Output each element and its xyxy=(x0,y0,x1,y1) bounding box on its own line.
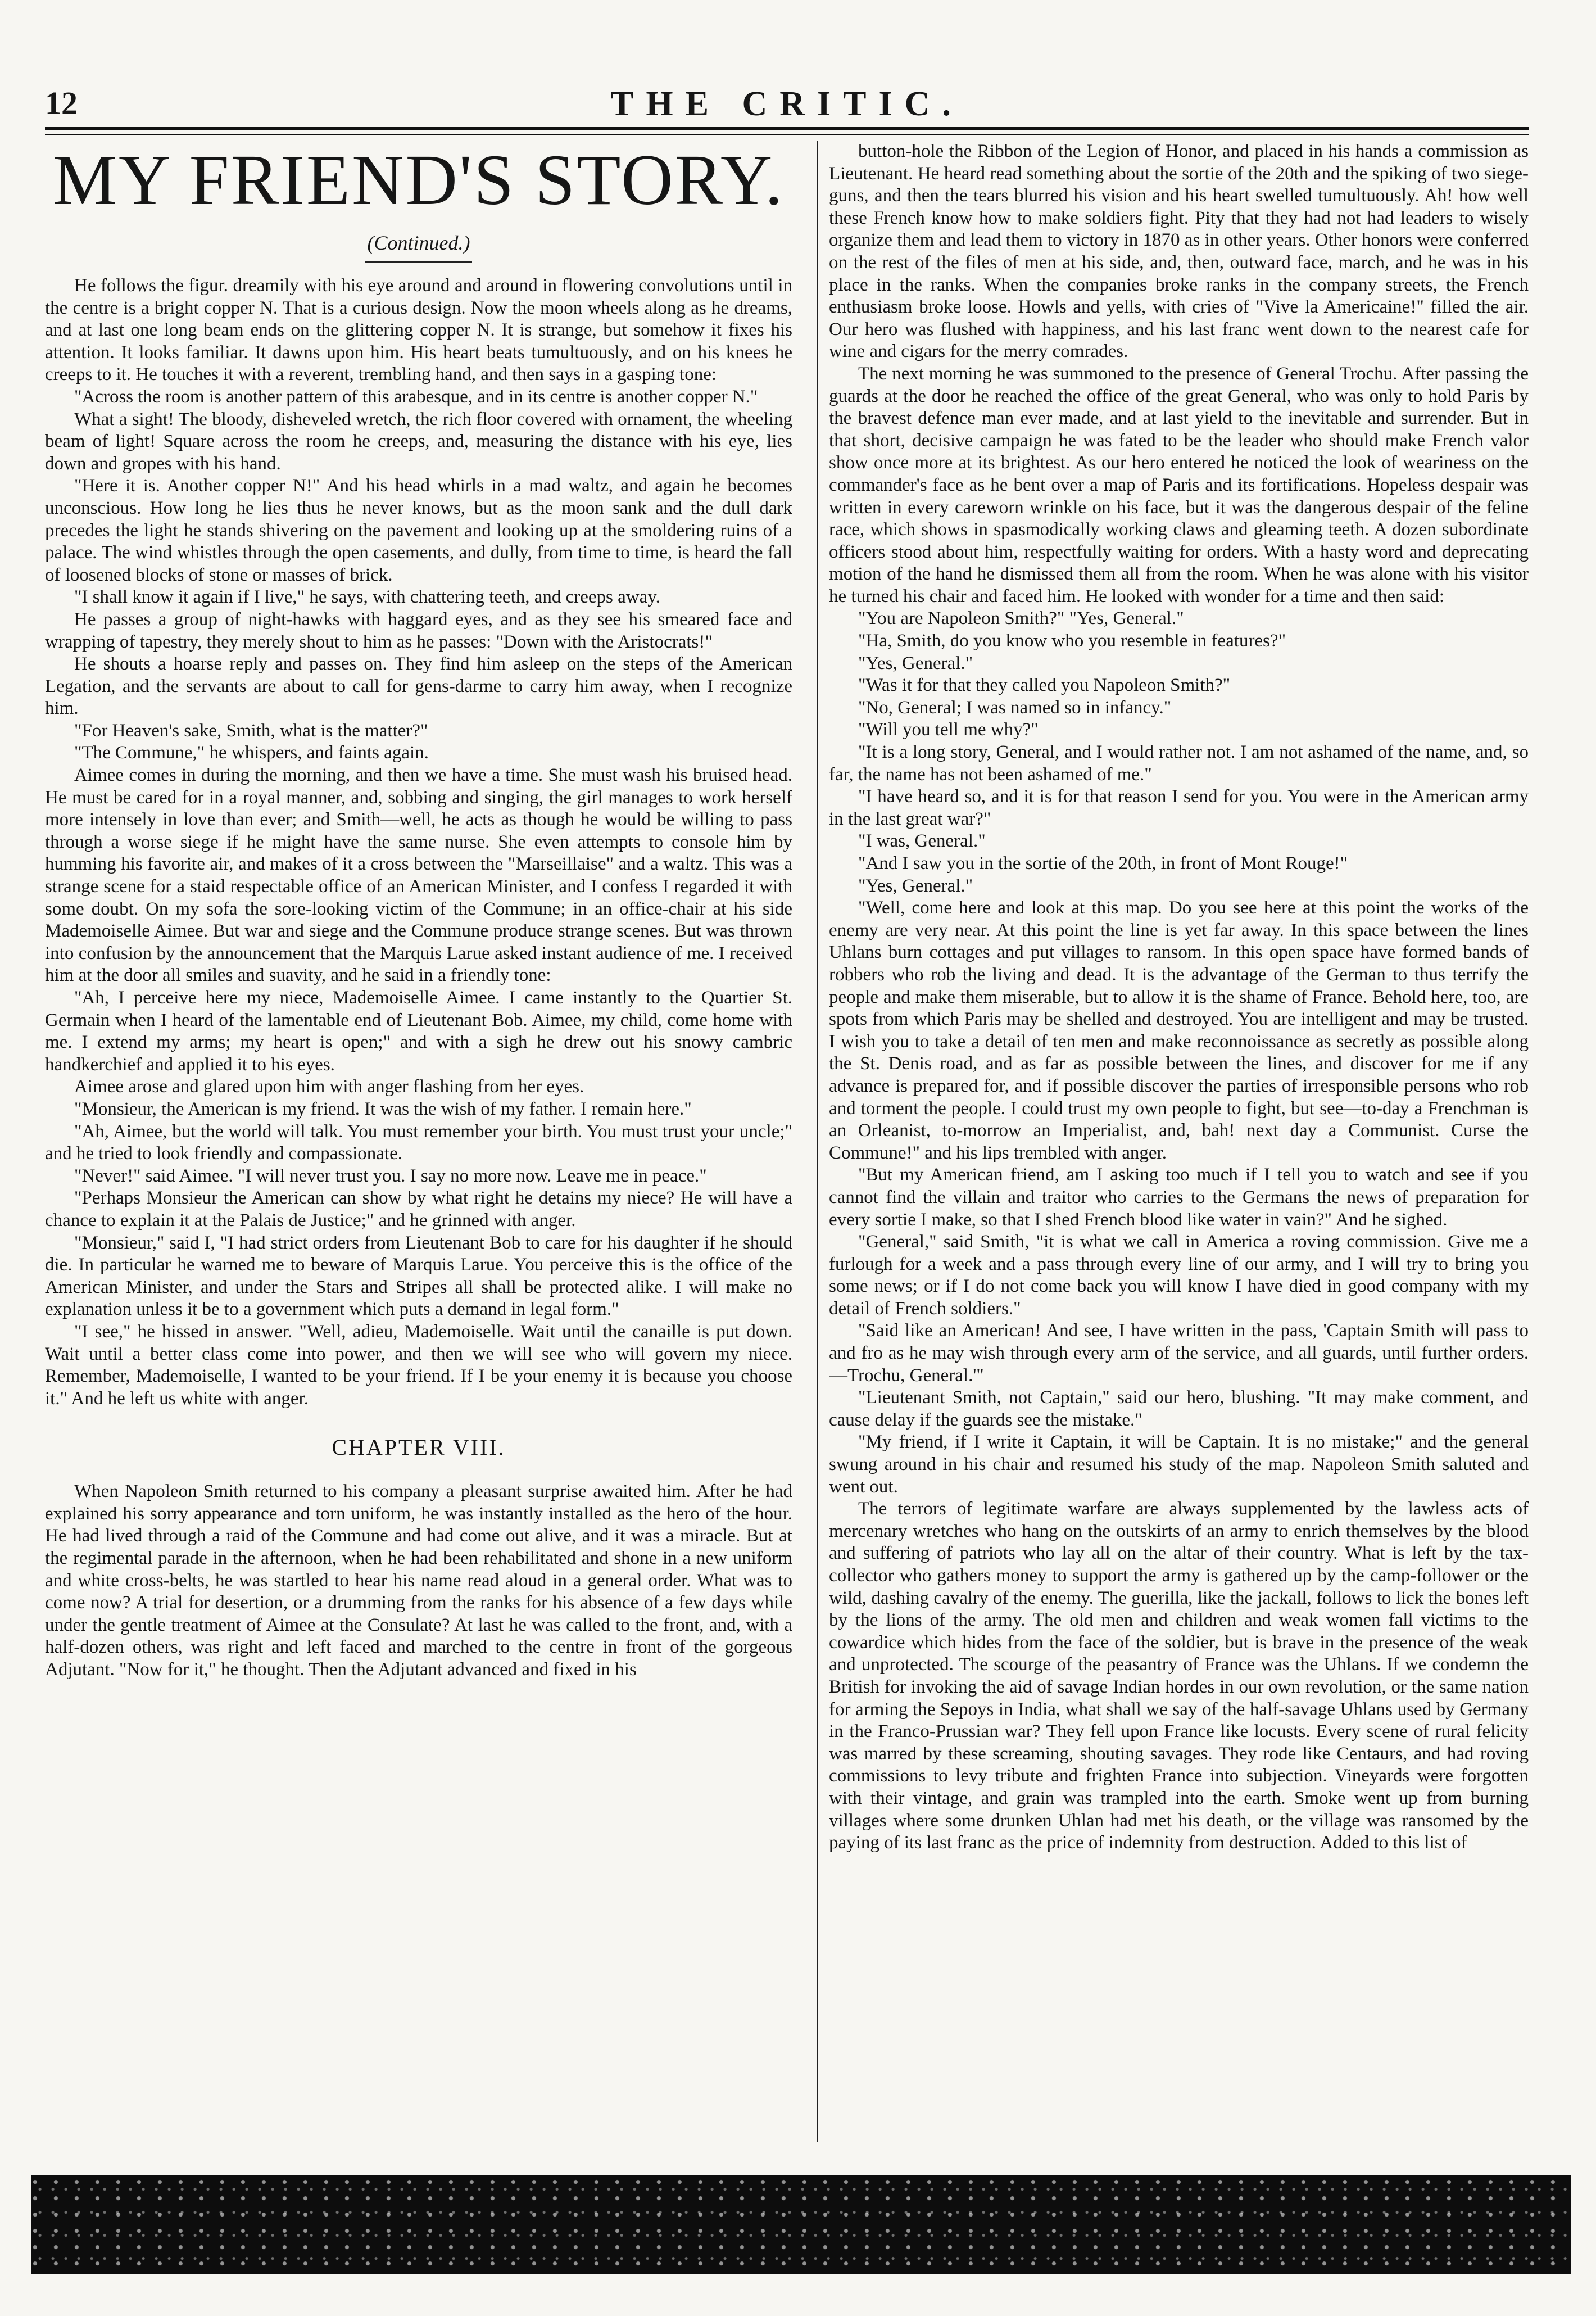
header-rule xyxy=(45,127,1529,130)
paragraph: "I was, General." xyxy=(858,831,986,852)
left-text xyxy=(45,275,792,1410)
paragraph: "And I saw you in the sortie of the 20th, in front of Mont Rouge!" xyxy=(858,853,1348,874)
paragraph: "The Commune," he whispers, and faints again. xyxy=(74,743,429,763)
paragraph: "I shall know it again if I live," he says, with chattering teeth, and creeps away. xyxy=(74,587,660,608)
paragraph: "Never!" said Aimee. "I will never trust you. I say no more now. Leave me in peace." xyxy=(74,1165,707,1186)
chapter-heading: CHAPTER VIII. xyxy=(332,1435,506,1460)
paragraph: When Napoleon Smith returned to his company a pleasant surprise awaited him. After he had explained his sorry appearance and torn uniform, he was instantly installed as the hero of the hour. He had lived through a raid of the Commune and had come out alive, and it was a miracle. But at the regimental parade in the afternoon, when he had been rehabilitated and shone in a new uniform and white cross-belts, he was startled to hear his name read aloud in a general order. What was to come now? A trial for desertion, or a drumming from the ranks for his absence of a few days while under the gentle treatment of Aimee at the Consulate? At last he was called to the front, and, with a half-dozen others, was right and left faced and marched to the centre in front of the gorgeous Adjutant. "Now for it," he thought. Then the Adjutant advanced and fixed in his xyxy=(45,1481,792,1680)
paragraph: "Well, come here and look at this map. Do you see here at this point the works of the enemy are very near. At this point the line is yet far away. In this space between the lines Uhlans burn cottages and put villages to ransom. In this open space have formed bands of robbers who rob the living and dead. It is the advantage of the German to thus terrify the people and make them miserable, but to allow it is the shame of France. Behold here, too, are spots from which Paris may be shelled and destroyed. You are intelligent and may be trusted. I wish you to take a detail of ten men and make reconnoissance as secretly as possible along the St. Denis road, and as far as possible between the lines, and discover for me if any advance is prepared for, and if possible discover the parties of irresponsible persons who rob and torment the people. I could trust my own people to fight, but see—to-day a Frenchman is an Orleanist, to-morrow an Imperialist, and, bah! next day a Communist. Curse the Commune!" and his lips trembled with anger. xyxy=(829,898,1529,1163)
paragraph: "You are Napoleon Smith?" "Yes, General." xyxy=(858,608,1184,629)
header-rule-thin xyxy=(45,134,1529,135)
paragraph: "Across the room is another pattern of this arabesque, and in its centre is another copper N." xyxy=(74,386,758,407)
paragraph: "It is a long story, General, and I would rather not. I am not ashamed of the name, and, so far, the name has not been ashamed of me." xyxy=(829,742,1529,785)
paragraph: "General," said Smith, "it is what we call in America a roving commission. Give me a furlough for a week and a pass through every line of our army, and I will try to bring you some news; or if I do not come back you will know I have died in good company with my detail of French soldiers." xyxy=(829,1232,1529,1319)
paragraph: "Monsieur," said I, "I had strict orders from Lieutenant Bob to care for his daughter if he should die. In particular he warned me to beware of Marquis Larue. You perceive this is the office of the American Minister, and under the Stars and Stripes all shall be protected alike. I will make no explanation unless it be to a government which puts a demand in legal form." xyxy=(45,1232,792,1320)
paragraph: "Here it is. Another copper N!" And his head whirls in a mad waltz, and again he becomes unconscious. How long he lies thus he never knows, but as the moon sank and the dull dark precedes the light he stands shivering on the pavement and looking up at the smoldering ruins of a palace. The wind whistles through the open casements, and dully, from time to time, is heard the fall of loosened blocks of stone or masses of brick. xyxy=(45,476,792,585)
right-column xyxy=(829,141,1529,2142)
paragraph: "For Heaven's sake, Smith, what is the matter?" xyxy=(74,720,428,741)
paragraph: "Ah, Aimee, but the world will talk. You must remember your birth. You must trust your uncle;" and he tried to look friendly and compassionate. xyxy=(45,1121,792,1164)
continued-note: (Continued.) xyxy=(367,232,470,254)
journal-title: THE CRITIC. xyxy=(610,85,963,123)
paragraph: He follows the figur. dreamily with his eye around and around in flowering convolutions until in the centre is a bright copper N. That is a curious design. Now the moon wheels along as he dreams, and at last one long beam ends on the glittering copper N. It is strange, but somehow it fixes his attention. It looks familiar. It dawns upon him. His heart beats tumultuously, and on his knees he creeps to it. He touches it with a reverent, trembling hand, and then says in a gasping tone: xyxy=(45,275,792,385)
story-title: MY FRIEND'S STORY. xyxy=(53,141,785,220)
paragraph: "Said like an American! And see, I have written in the pass, 'Captain Smith will pass to and fro as he may wish through every arm of the service, and all guards, until further orders.—Trochu, General.'" xyxy=(829,1320,1529,1386)
paragraph: "Yes, General." xyxy=(858,653,973,673)
paragraph: "Ah, I perceive here my niece, Mademoiselle Aimee. I came instantly to the Quartier St. Germain when I heard of the lamentable end of Lieutenant Bob. Aimee, my child, come home with me. I extend my arms; my heart is open;" and with a sigh he drew out his snowy cambric handkerchief and applied it to his eyes. xyxy=(45,988,792,1075)
paragraph: button-hole the Ribbon of the Legion of Honor, and placed in his hands a commission as Lieutenant. He heard read something about the sortie of the 20th and the spiking of two siege-guns, and then the tears blurred his vision and his heart swelled tumultuously. Ah! how well these French know how to make soldiers fight. Pity that they had not had leaders to wisely organize them and lead them to victory in 1870 as in other years. Other honors were conferred on the rest of the files of men at his side, and, then, outward face, march, and he was in his place in the ranks. When the companies broke ranks in the company streets, the French enthusiasm broke loose. Howls and yells, with cries of "Vive la Americaine!" filled the air. Our hero was flushed with happiness, and his last franc went down to the nearest cafe for wine and cigars for the merry comrades. xyxy=(829,141,1529,362)
paragraph: "No, General; I was named so in infancy." xyxy=(858,697,1172,718)
column-divider xyxy=(817,141,818,2142)
paragraph: Aimee comes in during the morning, and then we have a time. She must wash his bruised head. He must be cared for in a royal manner, and, sobbing and singing, the girl manages to work herself more intensely in love than ever; and Smith—well, he acts as though he would be willing to pass through a worse siege if he might have the same nurse. She even attempts to console him by humming his favorite air, and makes of it a cross between the "Marseillaise" and a waltz. This was a strange scene for a staid respectable office of an American Minister, and I confess I regarded it with some doubt. On my sofa the sore-looking victim of the Commune; in an office-chair at his side Mademoiselle Aimee. But war and siege and the Commune produce strange scenes. But was thrown into confusion by the announcement that the Marquis Larue asked instant audience of me. I received him at the door all smiles and suavity, and he said in a friendly tone: xyxy=(45,765,792,986)
paragraph: "I see," he hissed in answer. "Well, adieu, Mademoiselle. Wait until the canaille is put down. Wait until a better class come into power, and then we will see who will govern my niece. Remember, Mademoiselle, I wanted to be your friend. If I be your enemy it is because you choose it." And he left us white with anger. xyxy=(45,1321,792,1409)
paragraph: The terrors of legitimate warfare are always supplemented by the lawless acts of mercenary wretches who hang on the outskirts of an army to enrich themselves by the blood and suffering of patriots who lay all on the altar of their country. What is left by the tax-collector who gathers money to support the army is gathered up by the camp-follower or the wild, dashing cavalry of the enemy. The guerilla, like the jackall, follows to lick the bones left by the lions of the army. The old men and children and weak women fall victims to the cowardice which hides from the face of the soldier, but is brave in the presence of the weak and unprotected. The scourge of the peasantry of France was the Uhlans. If we condemn the British for invoking the aid of savage Indian hordes in our own revolution, or the same nation for arming the Sepoys in India, what shall we say of the half-savage Uhlans used by Germany in the Franco-Prussian war? They fell upon France like locusts. Every scene of rural felicity was marred by these screaming, shouting savages. They rode like Centaurs, and had roving commissions to levy tribute and frighten France into subjection. Vineyards were forgotten with their vintage, and grain was trampled into the earth. Smoke went up from burning villages where some drunken Uhlan had met his death, or the village was ransomed by the paying of its last franc as the price of indemnity from destruction. Added to this list of xyxy=(829,1499,1529,1853)
paragraph: "Was it for that they called you Napoleon Smith?" xyxy=(858,675,1231,696)
chapter-text xyxy=(45,1481,792,1681)
paragraph: Aimee arose and glared upon him with anger flashing from her eyes. xyxy=(74,1076,584,1097)
title-rule xyxy=(365,261,472,263)
right-text xyxy=(829,141,1529,1854)
page-number: 12 xyxy=(45,85,78,121)
paragraph: "Yes, General." xyxy=(858,875,973,896)
paragraph: "Perhaps Monsieur the American can show by what right he detains my niece? He will have a chance to explain it at the Palais de Justice;" and he grinned with anger. xyxy=(45,1188,792,1231)
paragraph: "Will you tell me why?" xyxy=(858,720,1039,740)
left-column xyxy=(45,141,792,2142)
paragraph: He shouts a hoarse reply and passes on. They find him asleep on the steps of the American Legation, and the servants are about to call for gens-darme to carry him away, when I recognize him. xyxy=(45,654,792,719)
paragraph: What a sight! The bloody, disheveled wretch, the rich floor covered with ornament, the wheeling beam of light! Square across the room he creeps, and, measuring the distance with his eye, lies down and gropes with his hand. xyxy=(45,409,792,474)
paragraph: He passes a group of night-hawks with haggard eyes, and as they see his smeared face and wrapping of tapestry, they merely shout to him as he passes: "Down with the Aristocrats!" xyxy=(45,609,792,652)
paragraph: "Ha, Smith, do you know who you resemble in features?" xyxy=(858,631,1286,652)
running-head xyxy=(45,84,1529,125)
paragraph: "Monsieur, the American is my friend. It was the wish of my father. I remain here." xyxy=(74,1098,692,1119)
paragraph: The next morning he was summoned to the presence of General Trochu. After passing the guards at the door he reached the office of the great General, who was only to hold Paris by the bravest defence man ever made, and at last yield to the inevitable and surrender. But in that short, decisive campaign he was fated to be the leader who should make French valor show once more at its brightest. As our hero entered he noticed the look of weariness on the commander's face as he bent over a map of Paris and its fortifications. Hopeless despair was written in every careworn wrinkle on his face, but it was the dangerous despair of the feline race, which shows in spasmodically working claws and gleaming teeth. A dozen subordinate officers stood about him, respectfully waiting for orders. With a hasty word and deprecating motion of the hand he dismissed them all from the room. When he was alone with his visitor he turned his chair and faced him. He looked with wonder for a time and then said: xyxy=(829,363,1529,607)
paragraph: "But my American friend, am I asking too much if I tell you to watch and see if you cannot find the villain and traitor who carries to the Germans the news of preparation for every sortie I make, so that I shed French blood like water in vain?" And he sighed. xyxy=(829,1165,1529,1230)
paragraph: "Lieutenant Smith, not Captain," said our hero, blushing. "It may make comment, and cause delay if the guards see the mistake." xyxy=(829,1387,1529,1430)
paragraph: "I have heard so, and it is for that reason I send for you. You were in the American army in the last great war?" xyxy=(829,786,1529,829)
paragraph: "My friend, if I write it Captain, it will be Captain. It is no mistake;" and the general swung around in his chair and resumed his study of the map. Napoleon Smith saluted and went out. xyxy=(829,1432,1529,1497)
scan-edge-band xyxy=(31,2175,1571,2274)
